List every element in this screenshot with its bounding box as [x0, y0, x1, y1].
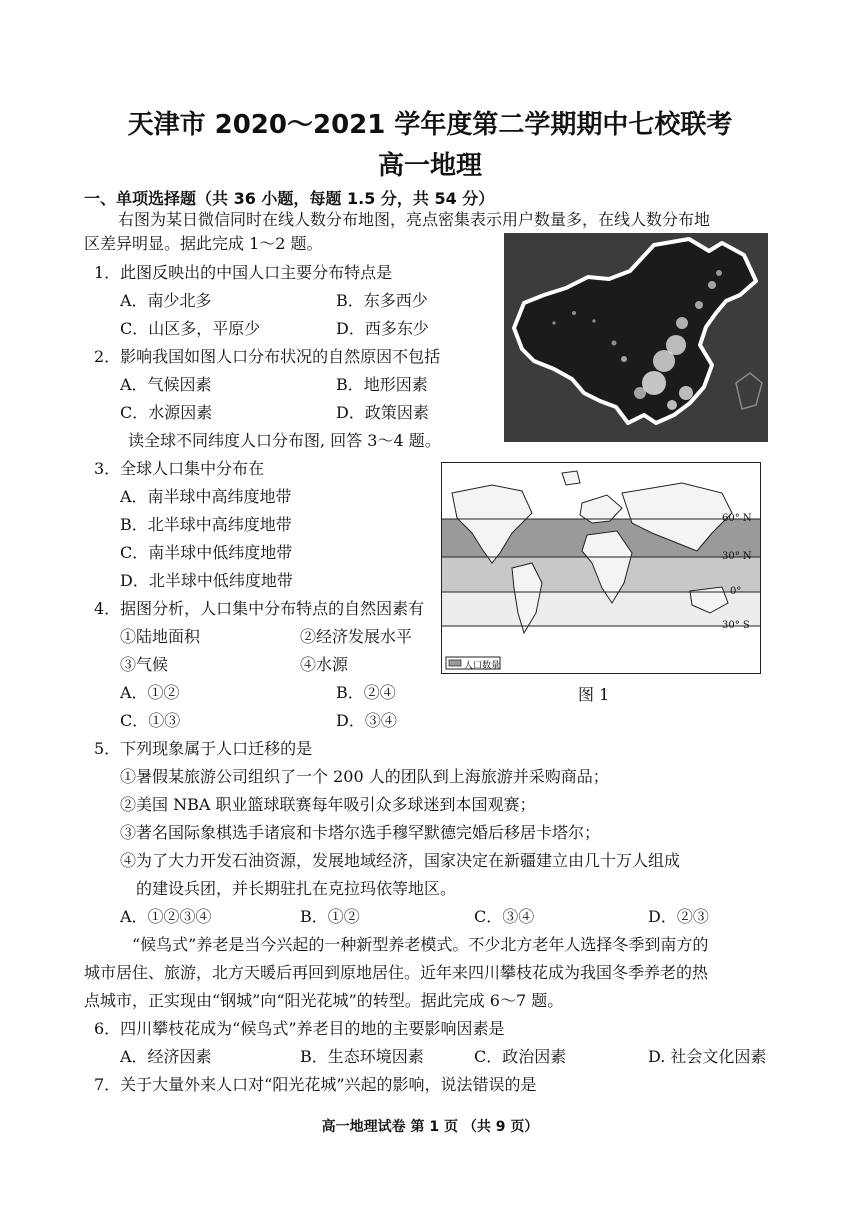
question-5-option-c: C．③④	[474, 907, 535, 926]
question-6-option-a: A．经济因素	[120, 1047, 212, 1066]
question-4-option-c: C．①③	[120, 711, 181, 730]
question-5-item-1: ①暑假某旅游公司组织了一个 200 人的团队到上海旅游并采购商品；	[120, 767, 609, 786]
passage-line-3: 点城市，正实现由“钢城”向“阳光花城”的转型。据此完成 6～7 题。	[84, 991, 564, 1010]
question-3-option-d: D．北半球中低纬度地带	[120, 571, 293, 590]
question-3-option-c: C．南半球中低纬度地带	[120, 543, 293, 562]
map-legend-label: 人口数量	[464, 661, 501, 671]
lat-label-equator: 0°	[730, 586, 742, 597]
question-5-option-a: A．①②③④	[120, 907, 212, 926]
question-1-option-c: C．山区多，平原少	[120, 319, 261, 338]
question-4-option-a: A．①②	[120, 683, 180, 702]
read-instruction: 读全球不同纬度人口分布图, 回答 3～4 题。	[128, 431, 441, 450]
question-3-stem: 3．全球人口集中分布在	[94, 459, 265, 478]
question-5-item-4b: 的建设兵团，并长期驻扎在克拉玛依等地区。	[136, 879, 457, 898]
question-1-option-b: B．东多西少	[336, 291, 428, 310]
question-4-item-4: ④水源	[300, 655, 349, 674]
question-2-option-a: A．气候因素	[120, 375, 212, 394]
question-2-option-d: D．政策因素	[336, 403, 429, 422]
lat-label-30s: 30° S	[722, 620, 750, 631]
lat-label-30n: 30° N	[722, 551, 752, 562]
subject-title: 高一地理	[377, 151, 482, 181]
lat-label-60n: 60° N	[722, 513, 752, 524]
question-5-option-d: D．②③	[648, 907, 709, 926]
question-4-item-2: ②经济发展水平	[300, 627, 413, 646]
question-1-stem: 1．此图反映出的中国人口主要分布特点是	[94, 263, 393, 282]
world-population-latitude-map	[441, 462, 761, 674]
question-3-option-a: A．南半球中高纬度地带	[120, 487, 292, 506]
intro-line-1: 右图为某日微信同时在线人数分布地图，亮点密集表示用户数量多，在线人数分布地	[118, 210, 711, 229]
question-2-option-b: B．地形因素	[336, 375, 428, 394]
question-7-stem: 7．关于大量外来人口对“阳光花城”兴起的影响，说法错误的是	[94, 1075, 537, 1094]
question-4-option-d: D．③④	[336, 711, 397, 730]
question-2-stem: 2．影响我国如图人口分布状况的自然原因不包括	[94, 347, 441, 366]
question-5-item-4a: ④为了大力开发石油资源，发展地域经济，国家决定在新疆建立由几十万人组成	[120, 851, 681, 870]
passage-line-2: 城市居住、旅游，北方天暖后再回到原地居住。近年来四川攀枝花成为我国冬季养老的热	[84, 963, 709, 982]
question-6-option-c: C．政治因素	[474, 1047, 567, 1066]
question-5-item-3: ③著名国际象棋选手诸宸和卡塔尔选手穆罕默德完婚后移居卡塔尔；	[120, 823, 601, 842]
question-6-stem: 6．四川攀枝花成为“候鸟式”养老目的地的主要影响因素是	[94, 1019, 505, 1038]
question-4-stem: 4．据图分析，人口集中分布特点的自然因素有	[94, 599, 425, 618]
question-5-option-b: B．①②	[300, 907, 360, 926]
question-4-option-b: B．②④	[336, 683, 396, 702]
question-1-option-a: A．南少北多	[120, 291, 212, 310]
intro-line-2: 区差异明显。据此完成 1～2 题。	[84, 234, 323, 253]
question-3-option-b: B．北半球中高纬度地带	[120, 515, 292, 534]
passage-line-1: “候鸟式”养老是当今兴起的一种新型养老模式。不少北方老年人选择冬季到南方的	[132, 935, 709, 954]
question-4-item-3: ③气候	[120, 655, 169, 674]
question-2-option-c: C．水源因素	[120, 403, 213, 422]
china-online-users-map	[504, 233, 768, 442]
page-footer: 高一地理试卷 第 1 页 （共 9 页）	[321, 1119, 539, 1135]
question-5-item-2: ②美国 NBA 职业篮球联赛每年吸引众多球迷到本国观赛；	[120, 795, 536, 814]
figure-caption: 图 1	[578, 685, 610, 704]
question-5-stem: 5．下列现象属于人口迁移的是	[94, 739, 313, 758]
section-heading: 一、单项选择题（共 36 小题，每题 1.5 分，共 54 分）	[84, 189, 495, 208]
question-4-item-1: ①陆地面积	[120, 627, 201, 646]
question-6-option-b: B．生态环境因素	[300, 1047, 424, 1066]
question-1-option-d: D．西多东少	[336, 319, 429, 338]
page-title: 天津市 2020～2021 学年度第二学期期中七校联考	[127, 110, 733, 140]
question-6-option-d: D. 社会文化因素	[648, 1047, 767, 1066]
